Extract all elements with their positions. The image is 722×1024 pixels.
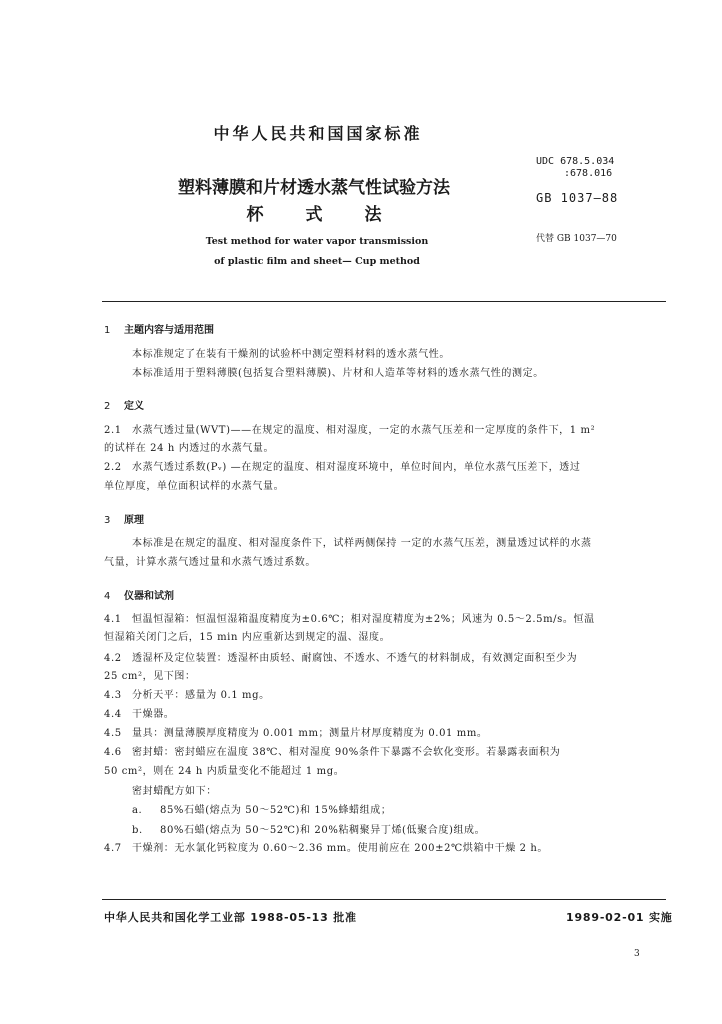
clause-2-1-continuation: 的试样在 24 h 内透过的水蒸气量。 (104, 443, 275, 454)
udc-line-1: UDC 678.5.034 (536, 156, 615, 167)
clause-2-2-continuation: 单位厚度，单位面积试样的水蒸气量。 (104, 481, 285, 492)
section-3-paragraph-continuation: 气量，计算水蒸气透过量和水蒸气透过系数。 (104, 557, 316, 568)
clause-number: 4.4 (104, 709, 122, 720)
udc-line-2: :678.016 (564, 168, 613, 179)
clause-4-6 (104, 746, 560, 760)
english-title-line-1: Test method for water vapor transmission (205, 236, 429, 247)
clause-number: 2.1 (104, 425, 122, 436)
clause-2-2 (104, 461, 580, 475)
clause-4-7 (104, 842, 548, 856)
clause-4-2 (104, 652, 577, 666)
section-number: 3 (104, 515, 111, 526)
clause-text: 透湿杯及定位装置：透湿杯由质轻、耐腐蚀、不透水、不透气的材料制成，有效测定面积至少为 (132, 653, 578, 664)
clause-text: 分析天平：感量为 0.1 mg。 (132, 690, 270, 701)
clause-text: 干燥剂：无水氯化钙粒度为 0.60～2.36 mm。使用前应在 200±2℃烘箱中干燥 2 h。 (132, 843, 549, 854)
clause-number: 4.2 (104, 653, 122, 664)
wax-formula-intro: 密封蜡配方如下： (132, 786, 217, 797)
clause-text: 密封蜡：密封蜡应在温度 38℃、相对湿度 90%条件下暴露不会软化变形。若暴露表面积为 (132, 747, 561, 758)
implementation-date: 1989-02-01 实施 (566, 911, 673, 924)
clause-2-1 (104, 424, 595, 438)
clause-number: 2.2 (104, 462, 122, 473)
clause-text: 干燥器。 (132, 709, 175, 720)
clause-text: 水蒸气透过量(WVT)——在规定的温度、相对湿度，一定的水蒸气压差和一定厚度的条件下，1 m² (132, 425, 596, 436)
section-4-heading (104, 587, 174, 602)
header-divider (102, 301, 666, 302)
list-text: 85%石蜡(熔点为 50～52℃)和 15%蜂蜡组成； (160, 805, 392, 816)
clause-4-1-continuation: 恒湿箱关闭门之后，15 min 内应重新达到规定的温、湿度。 (104, 632, 391, 643)
clause-number: 4.6 (104, 747, 122, 758)
section-1-paragraph-2: 本标准适用于塑料薄膜(包括复合塑料薄膜)、片材和人造革等材料的透水蒸气性的测定。 (132, 368, 544, 379)
footer-divider (102, 899, 666, 900)
clause-number: 4.3 (104, 690, 122, 701)
clause-4-2-continuation: 25 cm²，见下图： (104, 671, 196, 682)
clause-4-1 (104, 613, 595, 627)
clause-4-3 (104, 689, 270, 703)
replaces-note: 代替 GB 1037—70 (536, 234, 617, 244)
section-1-paragraph-1: 本标准规定了在装有干燥剂的试验杯中测定塑料材料的透水蒸气性。 (132, 349, 450, 360)
section-2-heading (104, 397, 144, 412)
list-marker: b. (132, 825, 143, 836)
clause-4-5 (104, 727, 488, 741)
section-title: 原理 (124, 515, 144, 526)
standard-number: GB 1037—88 (536, 191, 619, 205)
clause-4-4 (104, 708, 174, 722)
clause-text: 恒温恒湿箱：恒温恒湿箱温度精度为±0.6℃；相对湿度精度为±2%；风速为 0.5～2.5m/s。恒温 (132, 614, 595, 625)
clause-number: 4.5 (104, 728, 122, 739)
english-title-line-2: of plastic film and sheet— Cup method (214, 256, 420, 267)
clause-number: 4.7 (104, 843, 122, 854)
list-text: 80%石蜡(熔点为 50～52℃)和 20%粘稠聚异丁烯(低聚合度)组成。 (160, 825, 486, 836)
wax-formula-b (132, 824, 485, 838)
section-number: 2 (104, 401, 111, 412)
approval-statement: 中华人民共和国化学工业部 1988-05-13 批准 (104, 911, 357, 924)
section-number: 1 (104, 325, 111, 336)
list-marker: a. (132, 805, 143, 816)
section-title: 主题内容与适用范围 (124, 325, 214, 336)
wax-formula-a (132, 804, 391, 818)
clause-number: 4.1 (104, 614, 122, 625)
national-standard-title: 中华人民共和国国家标准 (213, 124, 423, 143)
clause-4-6-continuation: 50 cm²，则在 24 h 内质量变化不能超过 1 mg。 (104, 766, 345, 777)
section-title: 仪器和试剂 (124, 591, 174, 602)
clause-text: 量具：测量薄膜厚度精度为 0.001 mm；测量片材厚度精度为 0.01 mm。 (132, 728, 488, 739)
page-number: 3 (634, 949, 640, 959)
document-title: 塑料薄膜和片材透水蒸气性试验方法 (178, 178, 450, 198)
document-subtitle: 杯式法 (246, 205, 424, 225)
section-number: 4 (104, 591, 111, 602)
section-3-heading (104, 511, 144, 526)
clause-text: 水蒸气透过系数(Pᵥ) —在规定的温度、相对湿度环境中，单位时间内，单位水蒸气压差下，透过 (132, 462, 581, 473)
section-1-heading (104, 321, 214, 336)
section-3-paragraph: 本标准是在规定的温度、相对湿度条件下，试样两侧保持 一定的水蒸气压差，测量透过试样的水蒸 (132, 538, 592, 549)
section-title: 定义 (124, 401, 144, 412)
